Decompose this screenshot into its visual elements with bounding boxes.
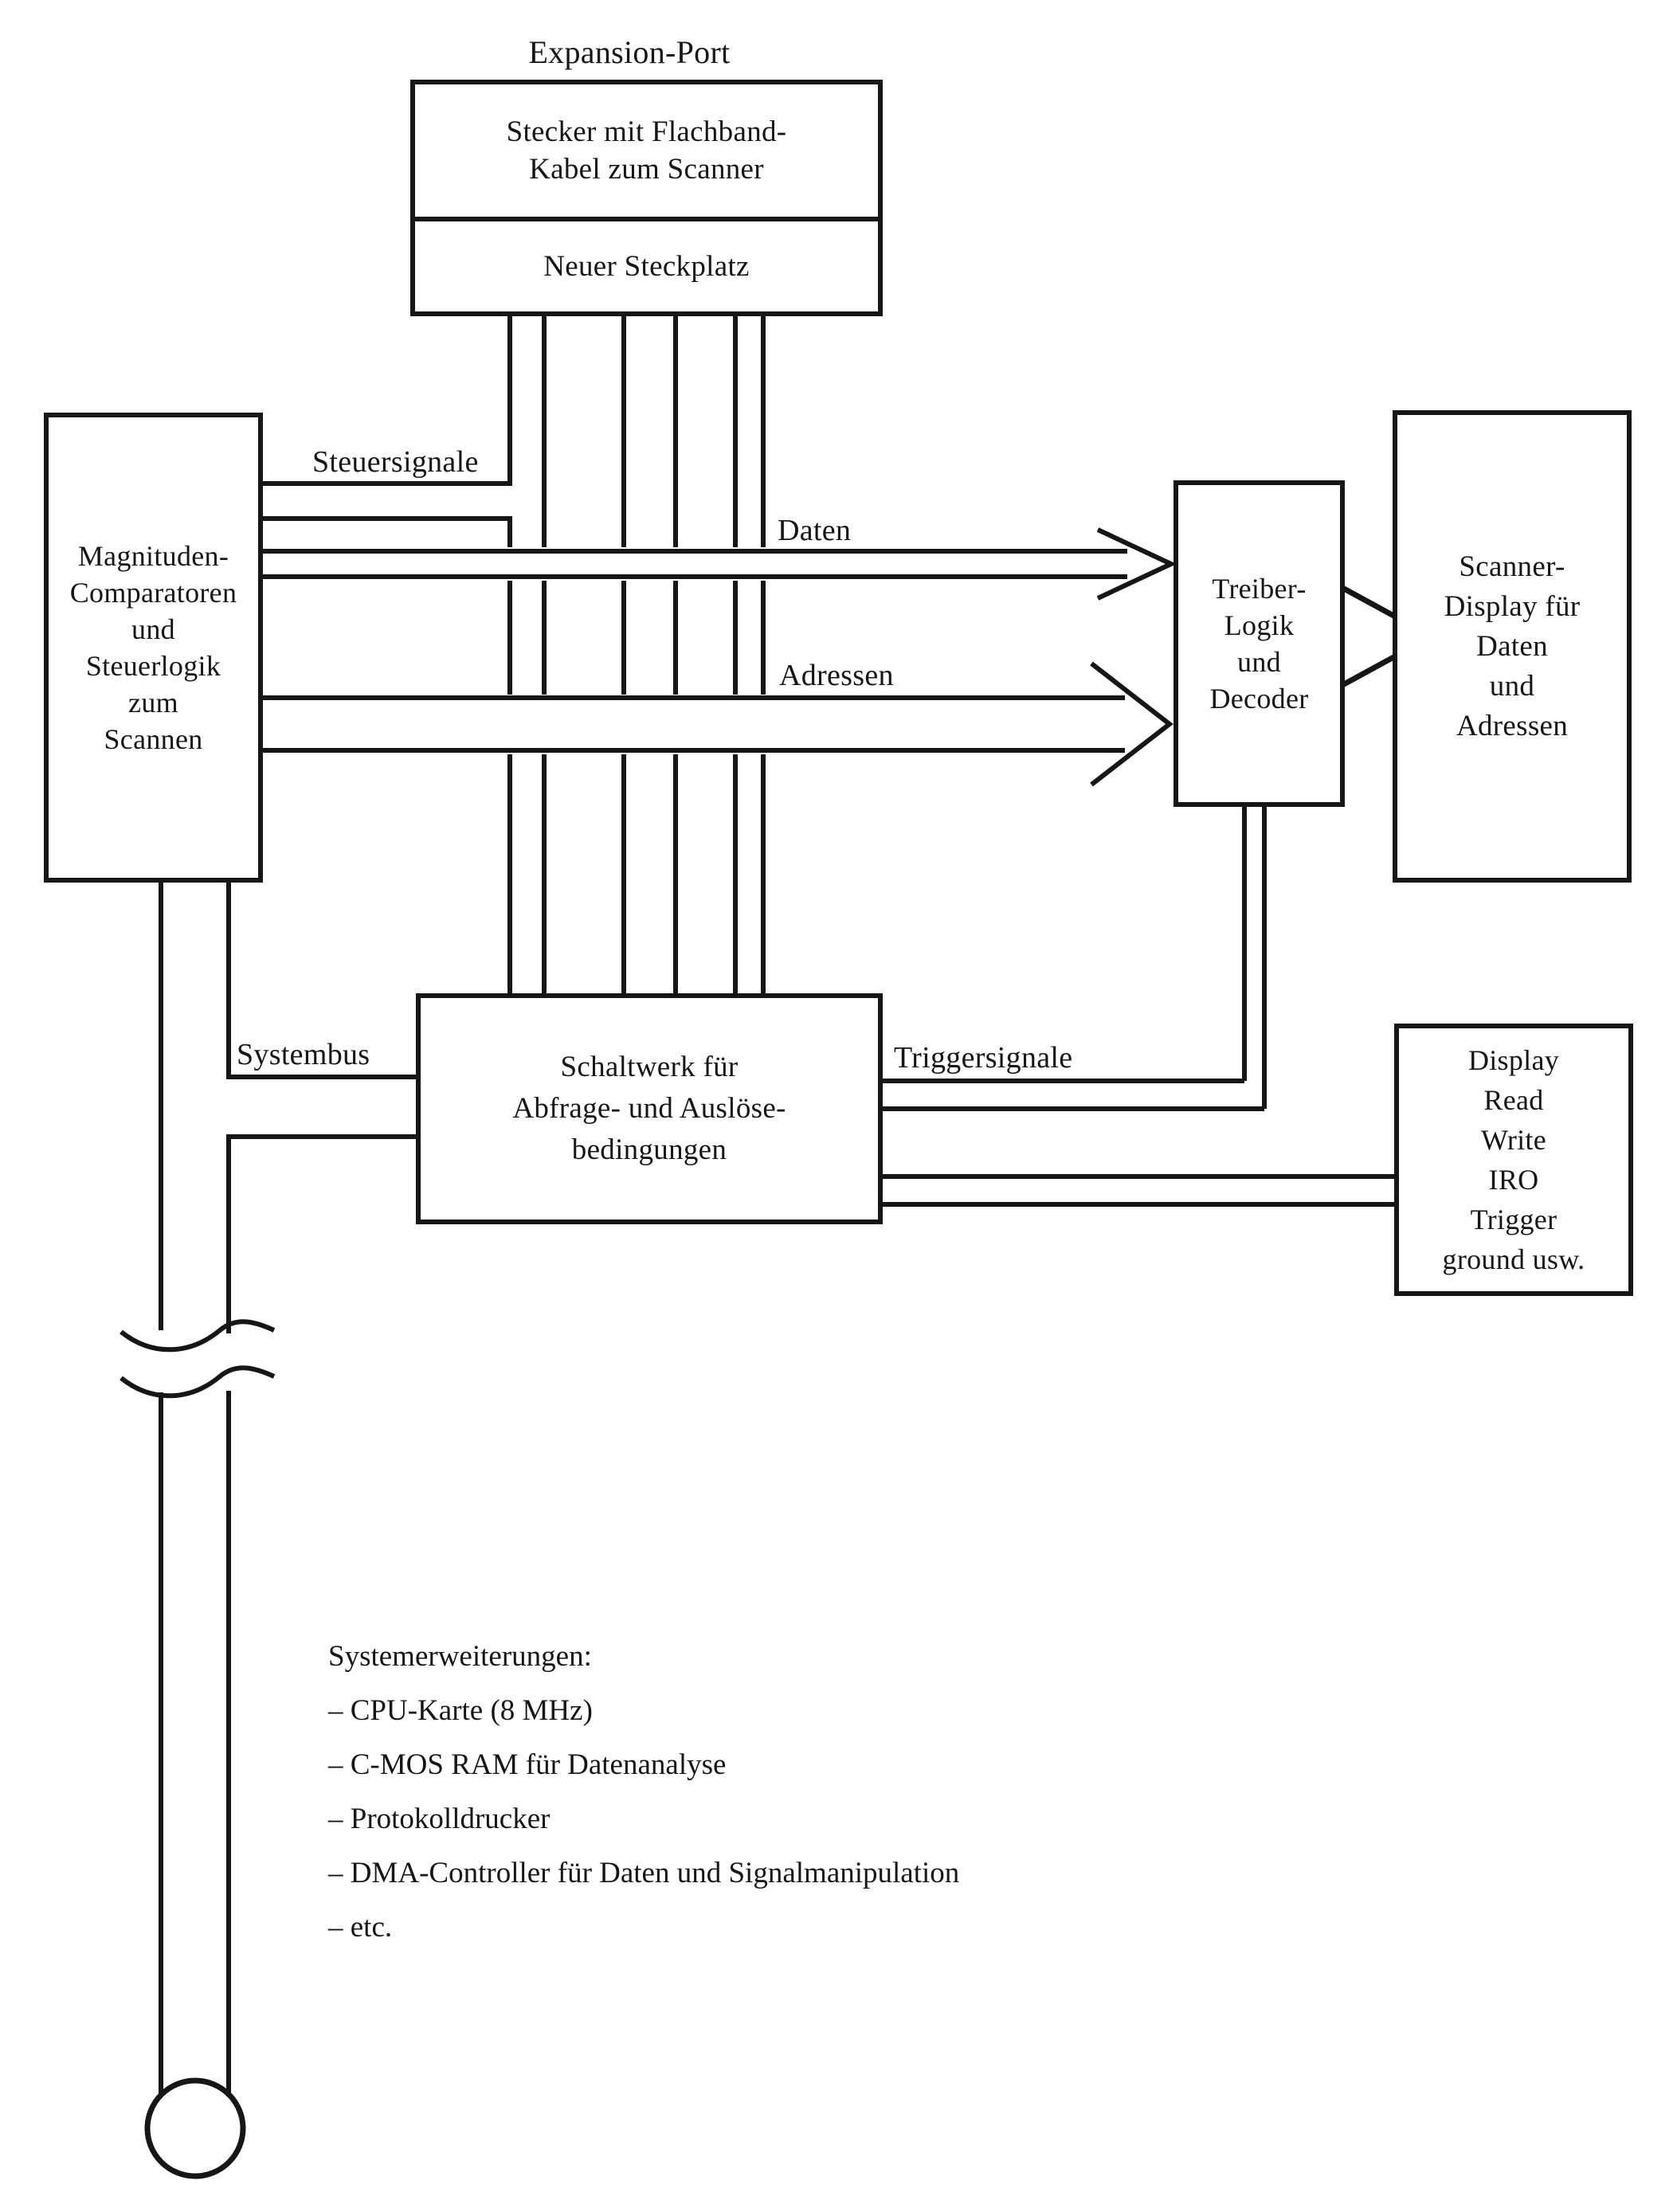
- expansion-slot-label: Neuer Steckplatz: [543, 250, 750, 283]
- treiber-logik-box: [1174, 480, 1345, 807]
- bus-break-icon: [121, 1321, 274, 1396]
- expansion-connector-line: Stecker mit Flachband-: [506, 115, 787, 148]
- system-extensions-note: [328, 1630, 959, 1955]
- signal-list-box: [1394, 1024, 1633, 1296]
- box-text-line: Adressen: [1456, 709, 1569, 742]
- expansion-connector-line: Kabel zum Scanner: [529, 153, 764, 186]
- box-text-line: Logik: [1224, 609, 1295, 641]
- systembus-label: Systembus: [237, 1038, 370, 1071]
- box-text-line: und: [1237, 646, 1281, 678]
- box-text-line: Magnituden-: [77, 540, 229, 572]
- scanner-display-box: [1393, 410, 1632, 883]
- box-text-line: und: [1489, 669, 1535, 703]
- box-text-line: zum: [128, 687, 178, 718]
- bus-terminator-circle: [147, 2081, 243, 2176]
- expansion-slot-section: [415, 221, 878, 311]
- box-text-line: Scanner-: [1459, 550, 1565, 583]
- box-text-line: Display für: [1444, 589, 1581, 623]
- box-text-line: Decoder: [1209, 683, 1309, 714]
- expansion-port-label: Expansion-Port: [528, 34, 731, 70]
- expansion-bus-verticals: [510, 316, 763, 993]
- steuersignale-bus: [263, 484, 512, 519]
- box-text-line: Comparatoren: [69, 577, 237, 609]
- footnote-item: – CPU-Karte (8 MHz): [328, 1694, 593, 1727]
- box-text-line: bedingungen: [571, 1133, 727, 1166]
- daten-bus: [263, 530, 1171, 598]
- box-text-line: Display: [1467, 1044, 1560, 1076]
- expansion-connector-section: [415, 84, 878, 221]
- box-text-line: ground usw.: [1442, 1243, 1585, 1275]
- expansion-port-box: [410, 80, 883, 316]
- box-text-line: Abfrage- und Auslöse-: [512, 1092, 786, 1125]
- daten-arrowhead-icon: [1098, 530, 1171, 598]
- box-text-line: Daten: [1476, 629, 1548, 663]
- footnote-item: – C-MOS RAM für Datenanalyse: [328, 1748, 727, 1781]
- adressen-arrowhead-icon: [1091, 664, 1170, 785]
- box-text-line: Schaltwerk für: [560, 1051, 739, 1083]
- adressen-label: Adressen: [779, 659, 894, 692]
- box-text-line: Trigger: [1470, 1204, 1557, 1235]
- footnote-item: – Protokolldrucker: [328, 1803, 551, 1835]
- box-text-line: Read: [1483, 1084, 1544, 1116]
- footnote-item: – etc.: [328, 1911, 393, 1944]
- box-text-line: Write: [1480, 1124, 1546, 1156]
- magnituden-comparatoren-box: [44, 413, 263, 883]
- daten-label: Daten: [778, 514, 852, 547]
- footnote-item: – DMA-Controller für Daten und Signalmanipulation: [328, 1857, 960, 1889]
- box-text-line: IRO: [1488, 1164, 1539, 1196]
- footnote-heading: Systemerweiterungen:: [328, 1640, 592, 1673]
- adressen-bus: [263, 664, 1170, 785]
- systembus-wires: [121, 883, 416, 2176]
- steuersignale-label: Steuersignale: [312, 445, 479, 479]
- box-text-line: Steuerlogik: [85, 650, 221, 682]
- triggersignale-label: Triggersignale: [894, 1041, 1073, 1075]
- display-signal-bus: [883, 1176, 1394, 1204]
- box-text-line: Scannen: [104, 723, 203, 755]
- box-text-line: und: [131, 613, 175, 645]
- schaltwerk-box: [416, 993, 883, 1224]
- box-text-line: Treiber-: [1212, 573, 1307, 605]
